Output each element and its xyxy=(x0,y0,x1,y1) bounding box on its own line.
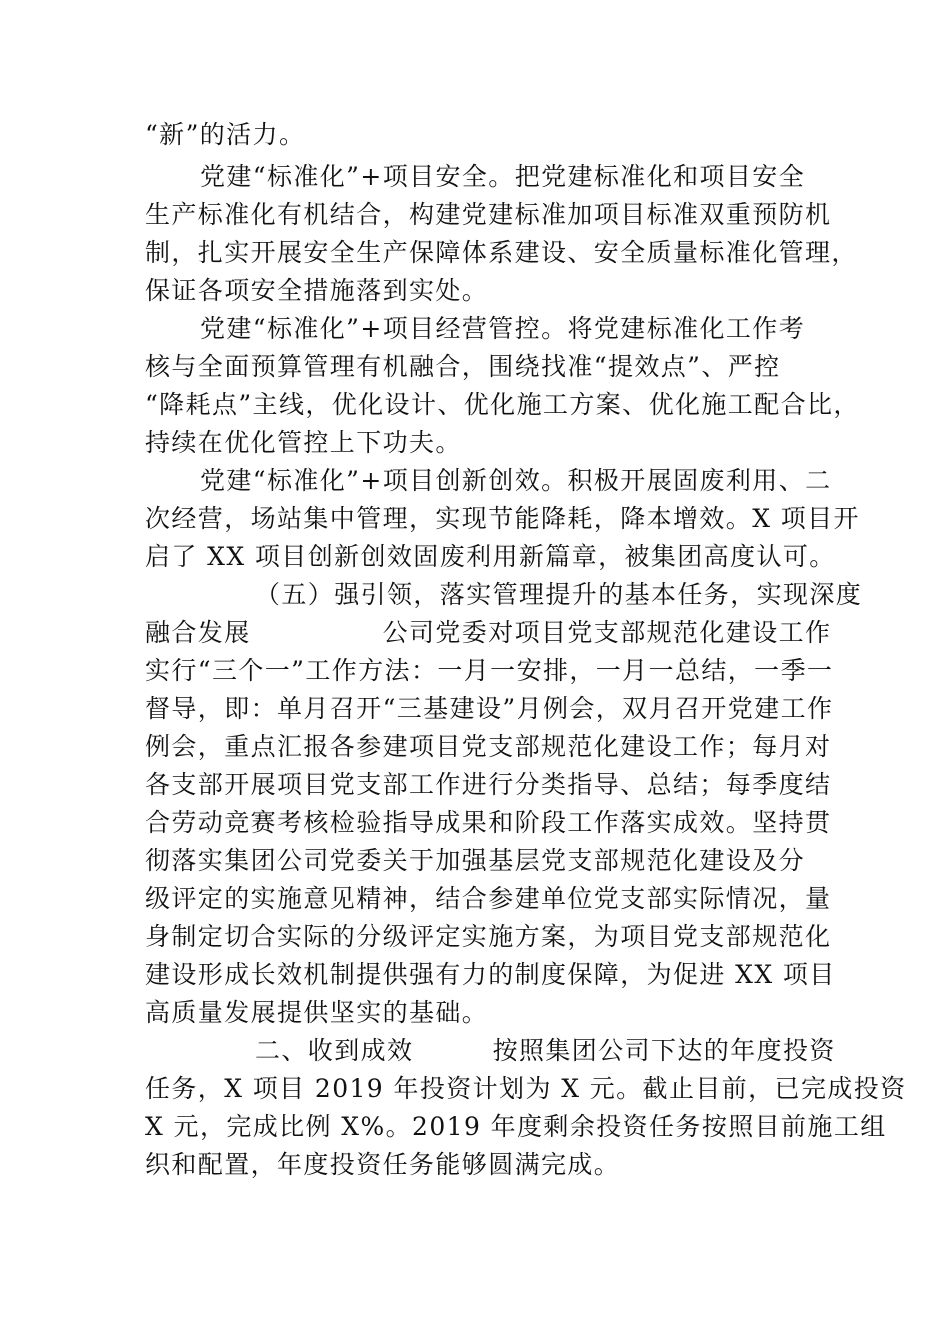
text-line-26: 任务，X 项目 2019 年投资计划为 X 元。截止目前，已完成投资 xyxy=(145,1074,907,1103)
text-line-28: 织和配置，年度投资任务能够圆满完成。 xyxy=(145,1150,621,1179)
text-line-20: 彻落实集团公司党委关于加强基层党支部规范化建设及分 xyxy=(145,846,806,875)
text-line-1: “新”的活力。 xyxy=(145,120,306,149)
text-line-11: 次经营，场站集中管理，实现节能降耗，降本增效。X 项目开 xyxy=(145,504,860,533)
text-line-10: 党建“标准化”+项目创新创效。积极开展固废利用、二 xyxy=(200,466,832,495)
text-line-19: 合劳动竞赛考核检验指导成果和阶段工作落实成效。坚持贯 xyxy=(145,808,832,837)
text-line-17: 例会，重点汇报各参建项目党支部规范化建设工作；每月对 xyxy=(145,732,832,761)
text-line-27: X 元，完成比例 X%。2019 年度剩余投资任务按照目前施工组 xyxy=(145,1112,887,1141)
text-line-8: “降耗点”主线，优化设计、优化施工方案、优化施工配合比， xyxy=(145,390,860,419)
text-line-14: 融合发展 公司党委对项目党支部规范化建设工作 xyxy=(145,618,832,647)
text-line-4: 制，扎实开展安全生产保障体系建设、安全质量标准化管理， xyxy=(145,238,858,267)
text-line-12: 启了 XX 项目创新创效固废利用新篇章，被集团高度认可。 xyxy=(145,542,836,571)
text-line-18: 各支部开展项目党支部工作进行分类指导、总结；每季度结 xyxy=(145,770,832,799)
text-line-2: 党建“标准化”+项目安全。把党建标准化和项目安全 xyxy=(200,162,806,191)
text-line-9: 持续在优化管控上下功夫。 xyxy=(145,428,462,457)
text-line-5: 保证各项安全措施落到实处。 xyxy=(145,276,489,305)
text-line-16: 督导，即：单月召开“三基建设”月例会，双月召开党建工作 xyxy=(145,694,834,723)
text-line-21: 级评定的实施意见精神，结合参建单位党支部实际情况，量 xyxy=(145,884,832,913)
text-line-3: 生产标准化有机结合，构建党建标准加项目标准双重预防机 xyxy=(145,200,832,229)
text-line-7: 核与全面预算管理有机融合，围绕找准“提效点”、严控 xyxy=(145,352,781,381)
text-line-22: 身制定切合实际的分级评定实施方案，为项目党支部规范化 xyxy=(145,922,832,951)
text-line-6: 党建“标准化”+项目经营管控。将党建标准化工作考 xyxy=(200,314,806,343)
text-line-13: （五）强引领，落实管理提升的基本任务，实现深度 xyxy=(255,580,863,609)
text-line-23: 建设形成长效机制提供强有力的制度保障，为促进 XX 项目 xyxy=(145,960,836,989)
text-line-25: 二、收到成效 按照集团公司下达的年度投资 xyxy=(255,1036,836,1065)
text-line-24: 高质量发展提供坚实的基础。 xyxy=(145,998,489,1027)
text-line-15: 实行“三个一”工作方法：一月一安排，一月一总结，一季一 xyxy=(145,656,834,685)
